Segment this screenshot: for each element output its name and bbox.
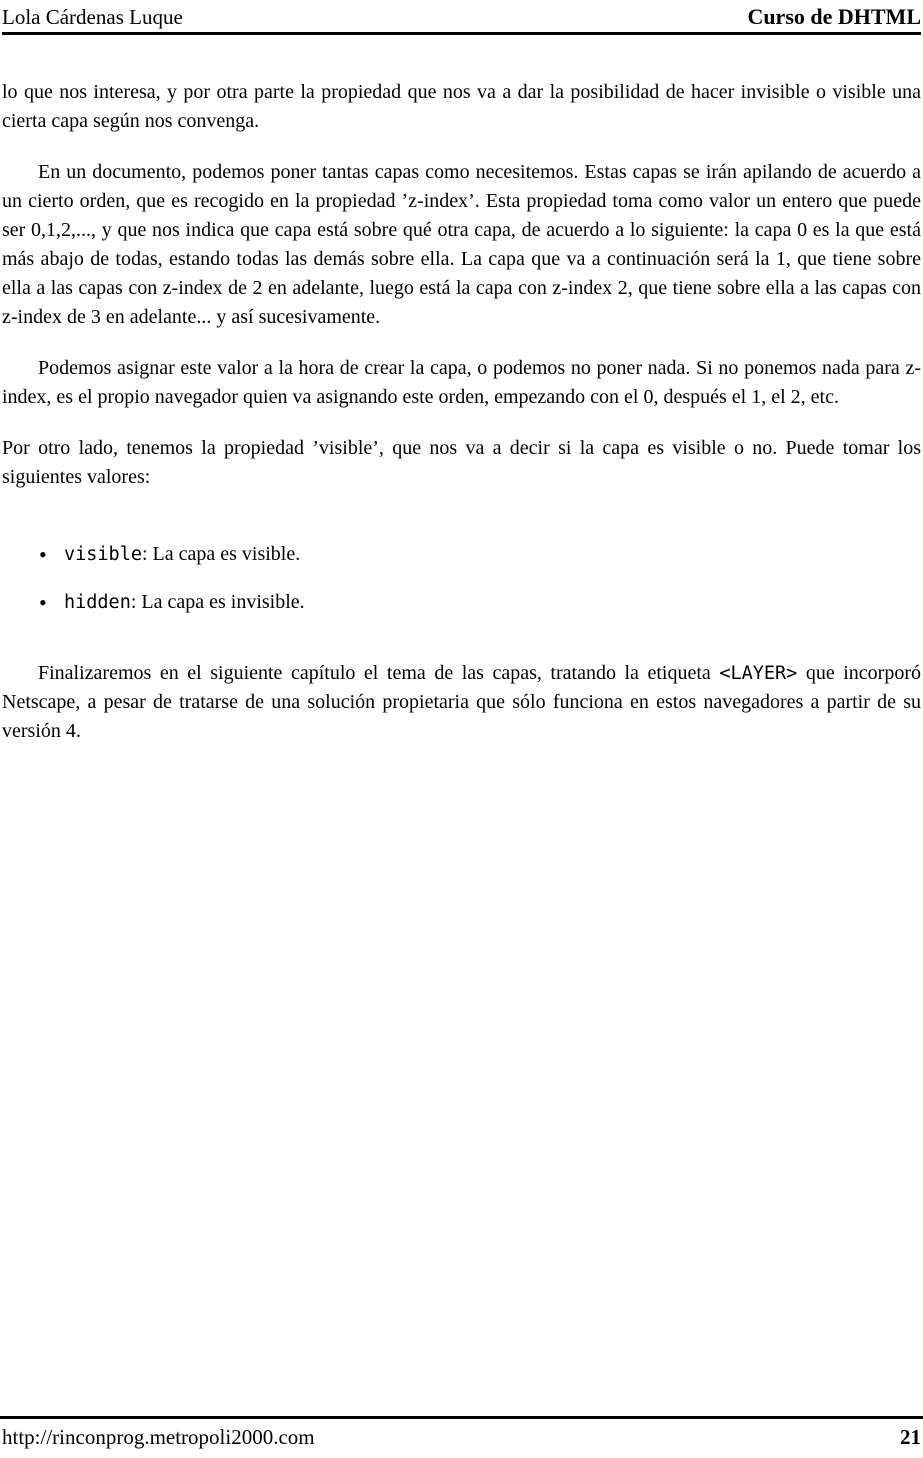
header-course-title: Curso de DHTML — [747, 4, 921, 29]
list-item-text — [64, 588, 921, 617]
text-segment: Por otro lado, tenemos la propiedad ’visible’, que nos va a decir si la capa es visible o no. Puede tomar los siguientes valores: — [2, 437, 921, 488]
bullet-icon: • — [39, 542, 47, 567]
text-segment: que incorporó Netscape, a pesar de tratarse de una solución propietaria que sólo funciona en estos navegadores a partir de su versión 4. — [2, 662, 922, 742]
inline-code: hidden — [64, 592, 131, 613]
inline-code: <LAYER> — [719, 663, 798, 684]
page-footer — [0, 1416, 923, 1458]
paragraph — [2, 434, 921, 492]
text-segment: lo que nos interesa, y por otra parte la propiedad que nos va a dar la posibilidad de hacer invisible o visible una cierta capa según nos convenga. — [2, 81, 921, 132]
list-item — [2, 540, 921, 569]
paragraph — [2, 78, 921, 136]
text-segment: Finalizaremos en el siguiente capítulo el tema de las capas, tratando la etiqueta — [38, 662, 720, 684]
text-segment: En un documento, podemos poner tantas capas como necesitemos. Estas capas se irán apilando de acuerdo a un cierto orden, que es recogido en la propiedad ’z-index’. Esta propiedad toma como valor un entero que puede ser 0,1,2,..., y que nos indica que capa está sobre qué otra capa, de acuerdo a lo siguiente: la capa 0 es la que está más abajo de todas, estando todas las demás sobre ella. La capa que va a continuación será la 1, que tiene sobre ella a las capas con z-index de 2 en adelante, luego está la capa con z-index 2, que tiene sobre ella a las capas con z-index de 3 en adelante... y así sucesivamente. — [2, 161, 921, 328]
text-segment: Podemos asignar este valor a la hora de crear la capa, o podemos no poner nada. Si no ponemos nada para z-index, es el propio navegador quien va asignando este orden, empezando con el 0, después el 1, el 2, etc. — [2, 357, 921, 408]
paragraph — [2, 659, 921, 746]
document-body — [2, 78, 921, 746]
list-item-text — [64, 540, 921, 569]
bullet-icon: • — [39, 590, 47, 615]
header-author: Lola Cárdenas Luque — [2, 5, 183, 29]
text-segment: : La capa es invisible. — [130, 591, 305, 613]
paragraph — [2, 354, 921, 412]
page-header — [2, 0, 921, 35]
footer-url: http://rinconprog.metropoli2000.com — [2, 1425, 315, 1449]
paragraph — [2, 158, 921, 332]
text-segment: : La capa es visible. — [141, 543, 301, 565]
list-item — [2, 588, 921, 617]
footer-page-number: 21 — [900, 1425, 921, 1449]
inline-code: visible — [64, 544, 142, 565]
bullet-list — [2, 540, 921, 617]
